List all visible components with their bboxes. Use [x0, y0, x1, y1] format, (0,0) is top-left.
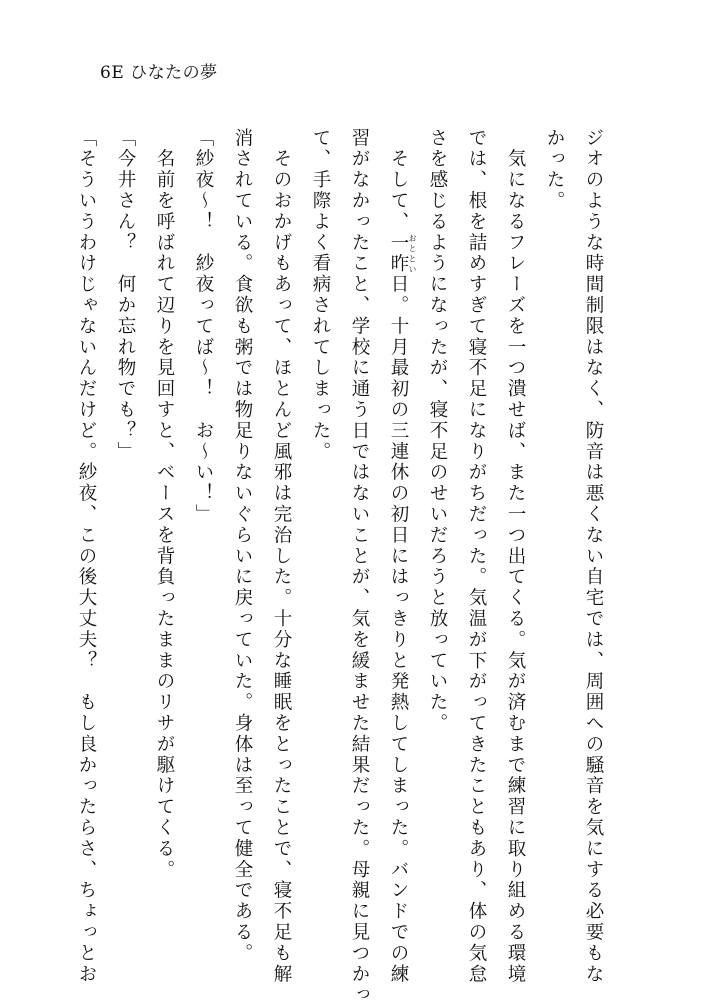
text-line: 「紗夜〜！ 紗夜ってば〜！ お〜い！」 [193, 128, 214, 526]
text-line: 気になるフレーズを一つ潰せば、また一つ出てくる。気が済むまで練習に取り組める環境 [505, 128, 526, 985]
text-line: 「そういうわけじゃないんだけど。紗夜、この後大丈夫？ もし良かったらさ、ちょっとお [76, 128, 97, 985]
text-segment: 日。十月最初の三連休の初日にはっきりと発熱してしまった。バンドでの練 [388, 274, 409, 985]
text-line-with-ruby [379, 128, 418, 985]
chapter-header: 6E ひなたの夢 [100, 63, 218, 83]
ruby-annotation [388, 232, 417, 275]
ruby-base: 一昨 [388, 232, 409, 275]
ruby-reading: おととい [408, 232, 417, 275]
text-line: 習がなかったこと、学校に通う日ではないことが、気を緩ませた結果だった。母親に見つかっ [349, 128, 370, 1006]
text-line: 消されている。食欲も粥では物足りないぐらいに戻っていた。身体は至って健全である。 [232, 128, 253, 964]
text-segment: そして、 [388, 128, 409, 233]
text-line: さを感じるようになったが、寝不足のせいだろうと放っていた。 [427, 128, 448, 735]
vertical-body-text [67, 128, 613, 1006]
text-line: かった。 [544, 128, 565, 212]
text-line: 「今井さん？ 何か忘れ物でも？」 [115, 128, 136, 463]
text-line: ジオのような時間制限はなく、防音は悪くない自宅では、周囲への騒音を気にする必要もな [583, 128, 604, 985]
text-line: では、根を詰めすぎて寝不足になりがちだった。気温が下がってきたこともあり、体の気怠 [466, 128, 487, 985]
text-line: て、手際よく看病されてしまった。 [310, 128, 331, 463]
text-line: 名前を呼ばれて辺りを見回すと、ベースを背負ったままのリサが駆けてくる。 [154, 128, 175, 881]
text-line: そのおかげもあって、ほとんど風邪は完治した。十分な睡眠をとったことで、寝不足も解 [271, 128, 292, 985]
